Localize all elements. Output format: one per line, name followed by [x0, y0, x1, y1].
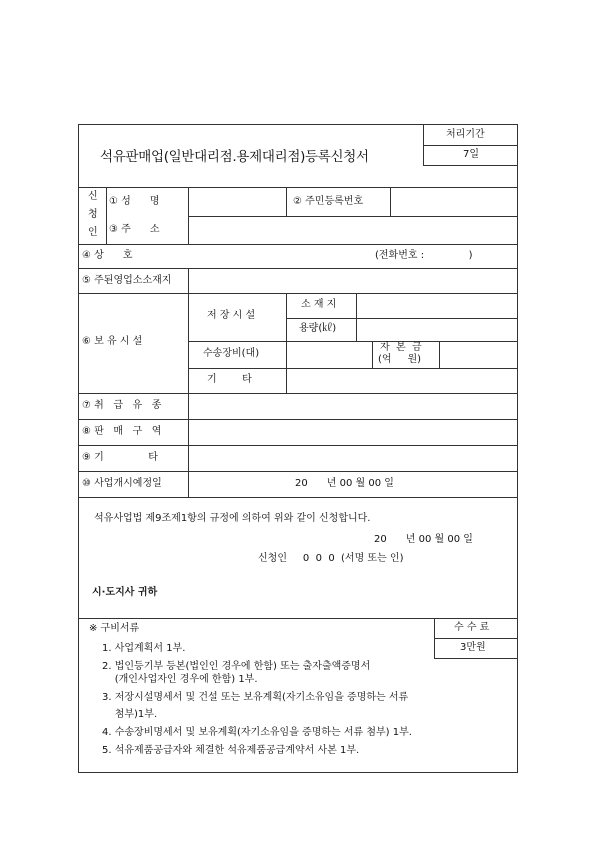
document-item: 첨부)1부. — [102, 709, 158, 720]
divider — [423, 165, 517, 166]
processing-period-value: 7일 — [463, 149, 480, 160]
applicant-label-1: 신 — [88, 191, 98, 202]
divider — [188, 293, 189, 497]
divider — [356, 293, 357, 341]
addressee: 시·도지사 귀하 — [92, 587, 158, 598]
document-item: 4. 수송장비명세서 및 보유계획(자기소유임을 증명하는 서류 첨부) 1부. — [102, 727, 412, 738]
form-title: 석유판매업(일반대리점.용제대리점)등록신청서 — [100, 149, 369, 165]
business-location-label: ⑤ 주된영업소소재지 — [82, 275, 172, 286]
divider — [286, 318, 517, 319]
rrn-label: ② 주민등록번호 — [293, 196, 364, 207]
declaration-text: 석유사업법 제9조제1항의 규정에 의하여 위와 같이 신청합니다. — [94, 513, 371, 524]
divider — [439, 341, 440, 368]
name-field[interactable] — [189, 188, 285, 215]
divider — [423, 145, 517, 146]
divider — [79, 497, 517, 498]
transport-label: 수송장비(대) — [203, 348, 260, 359]
divider — [106, 187, 107, 244]
application-date: 20 년 00 월 00 일 — [374, 534, 473, 545]
divider — [79, 244, 517, 245]
trade-name-label: ④ 상 호 — [82, 250, 133, 261]
sales-area-label: ⑧ 판 매 구 역 — [82, 426, 162, 437]
divider — [372, 341, 373, 368]
fee-value: 3만원 — [460, 642, 486, 653]
documents-header: ※ 구비서류 — [89, 623, 140, 634]
divider — [79, 471, 517, 472]
applicant-label-2: 청 — [88, 209, 98, 220]
location-label: 소 재 지 — [301, 299, 337, 310]
handling-items-label: ⑦ 취 급 유 종 — [82, 400, 162, 411]
document-item: 1. 사업계획서 1부. — [102, 643, 186, 654]
divider — [286, 341, 287, 393]
document-item: (개인사업자인 경우에 한함) 1부. — [102, 674, 258, 685]
storage-label: 저 장 시 설 — [207, 310, 256, 321]
divider — [286, 187, 287, 216]
divider — [434, 658, 517, 659]
business-location-field[interactable] — [189, 269, 516, 292]
divider — [434, 638, 517, 639]
capital-label: 자 본 금 — [380, 342, 422, 353]
address-field[interactable] — [189, 217, 516, 243]
start-date-value: 20 년 00 월 00 일 — [295, 478, 394, 489]
rrn-field[interactable] — [391, 188, 516, 215]
facilities-label: ⑥ 보 유 시 설 — [82, 336, 143, 347]
divider — [286, 293, 287, 341]
registration-form — [78, 124, 518, 773]
applicant-label-3: 인 — [88, 227, 98, 238]
divider — [79, 293, 517, 294]
divider — [423, 125, 424, 165]
divider — [188, 368, 517, 369]
fee-label: 수 수 료 — [454, 622, 490, 633]
divider — [79, 393, 517, 394]
etc-label: ⑨ 기 타 — [82, 452, 158, 463]
other-facility-label: 기 타 — [207, 374, 252, 385]
name-label: ① 성 명 — [109, 196, 160, 207]
address-label: ③ 주 소 — [109, 224, 160, 235]
divider — [188, 341, 517, 342]
divider — [434, 618, 435, 658]
start-date-label: ⑩ 사업개시예정일 — [82, 478, 162, 489]
divider — [79, 445, 517, 446]
divider — [79, 419, 517, 420]
document-item: 2. 법인등기부 등본(법인인 경우에 한함) 또는 출자출액증명서 — [102, 661, 371, 672]
divider — [79, 618, 517, 619]
phone-label: (전화번호 : ) — [375, 250, 473, 261]
document-item: 3. 저장시설명세서 및 건설 또는 보유계획(자기소유임을 증명하는 서류 — [102, 692, 409, 703]
capital-unit: (억 원) — [378, 354, 422, 365]
signer-line: 신청인 0 0 0 (서명 또는 인) — [258, 553, 404, 564]
capacity-label: 용량(㎘) — [299, 323, 337, 334]
processing-period-label: 처리기간 — [446, 129, 485, 140]
document-item: 5. 석유제품공급자와 체결한 석유제품공급계약서 사본 1부. — [102, 745, 360, 756]
